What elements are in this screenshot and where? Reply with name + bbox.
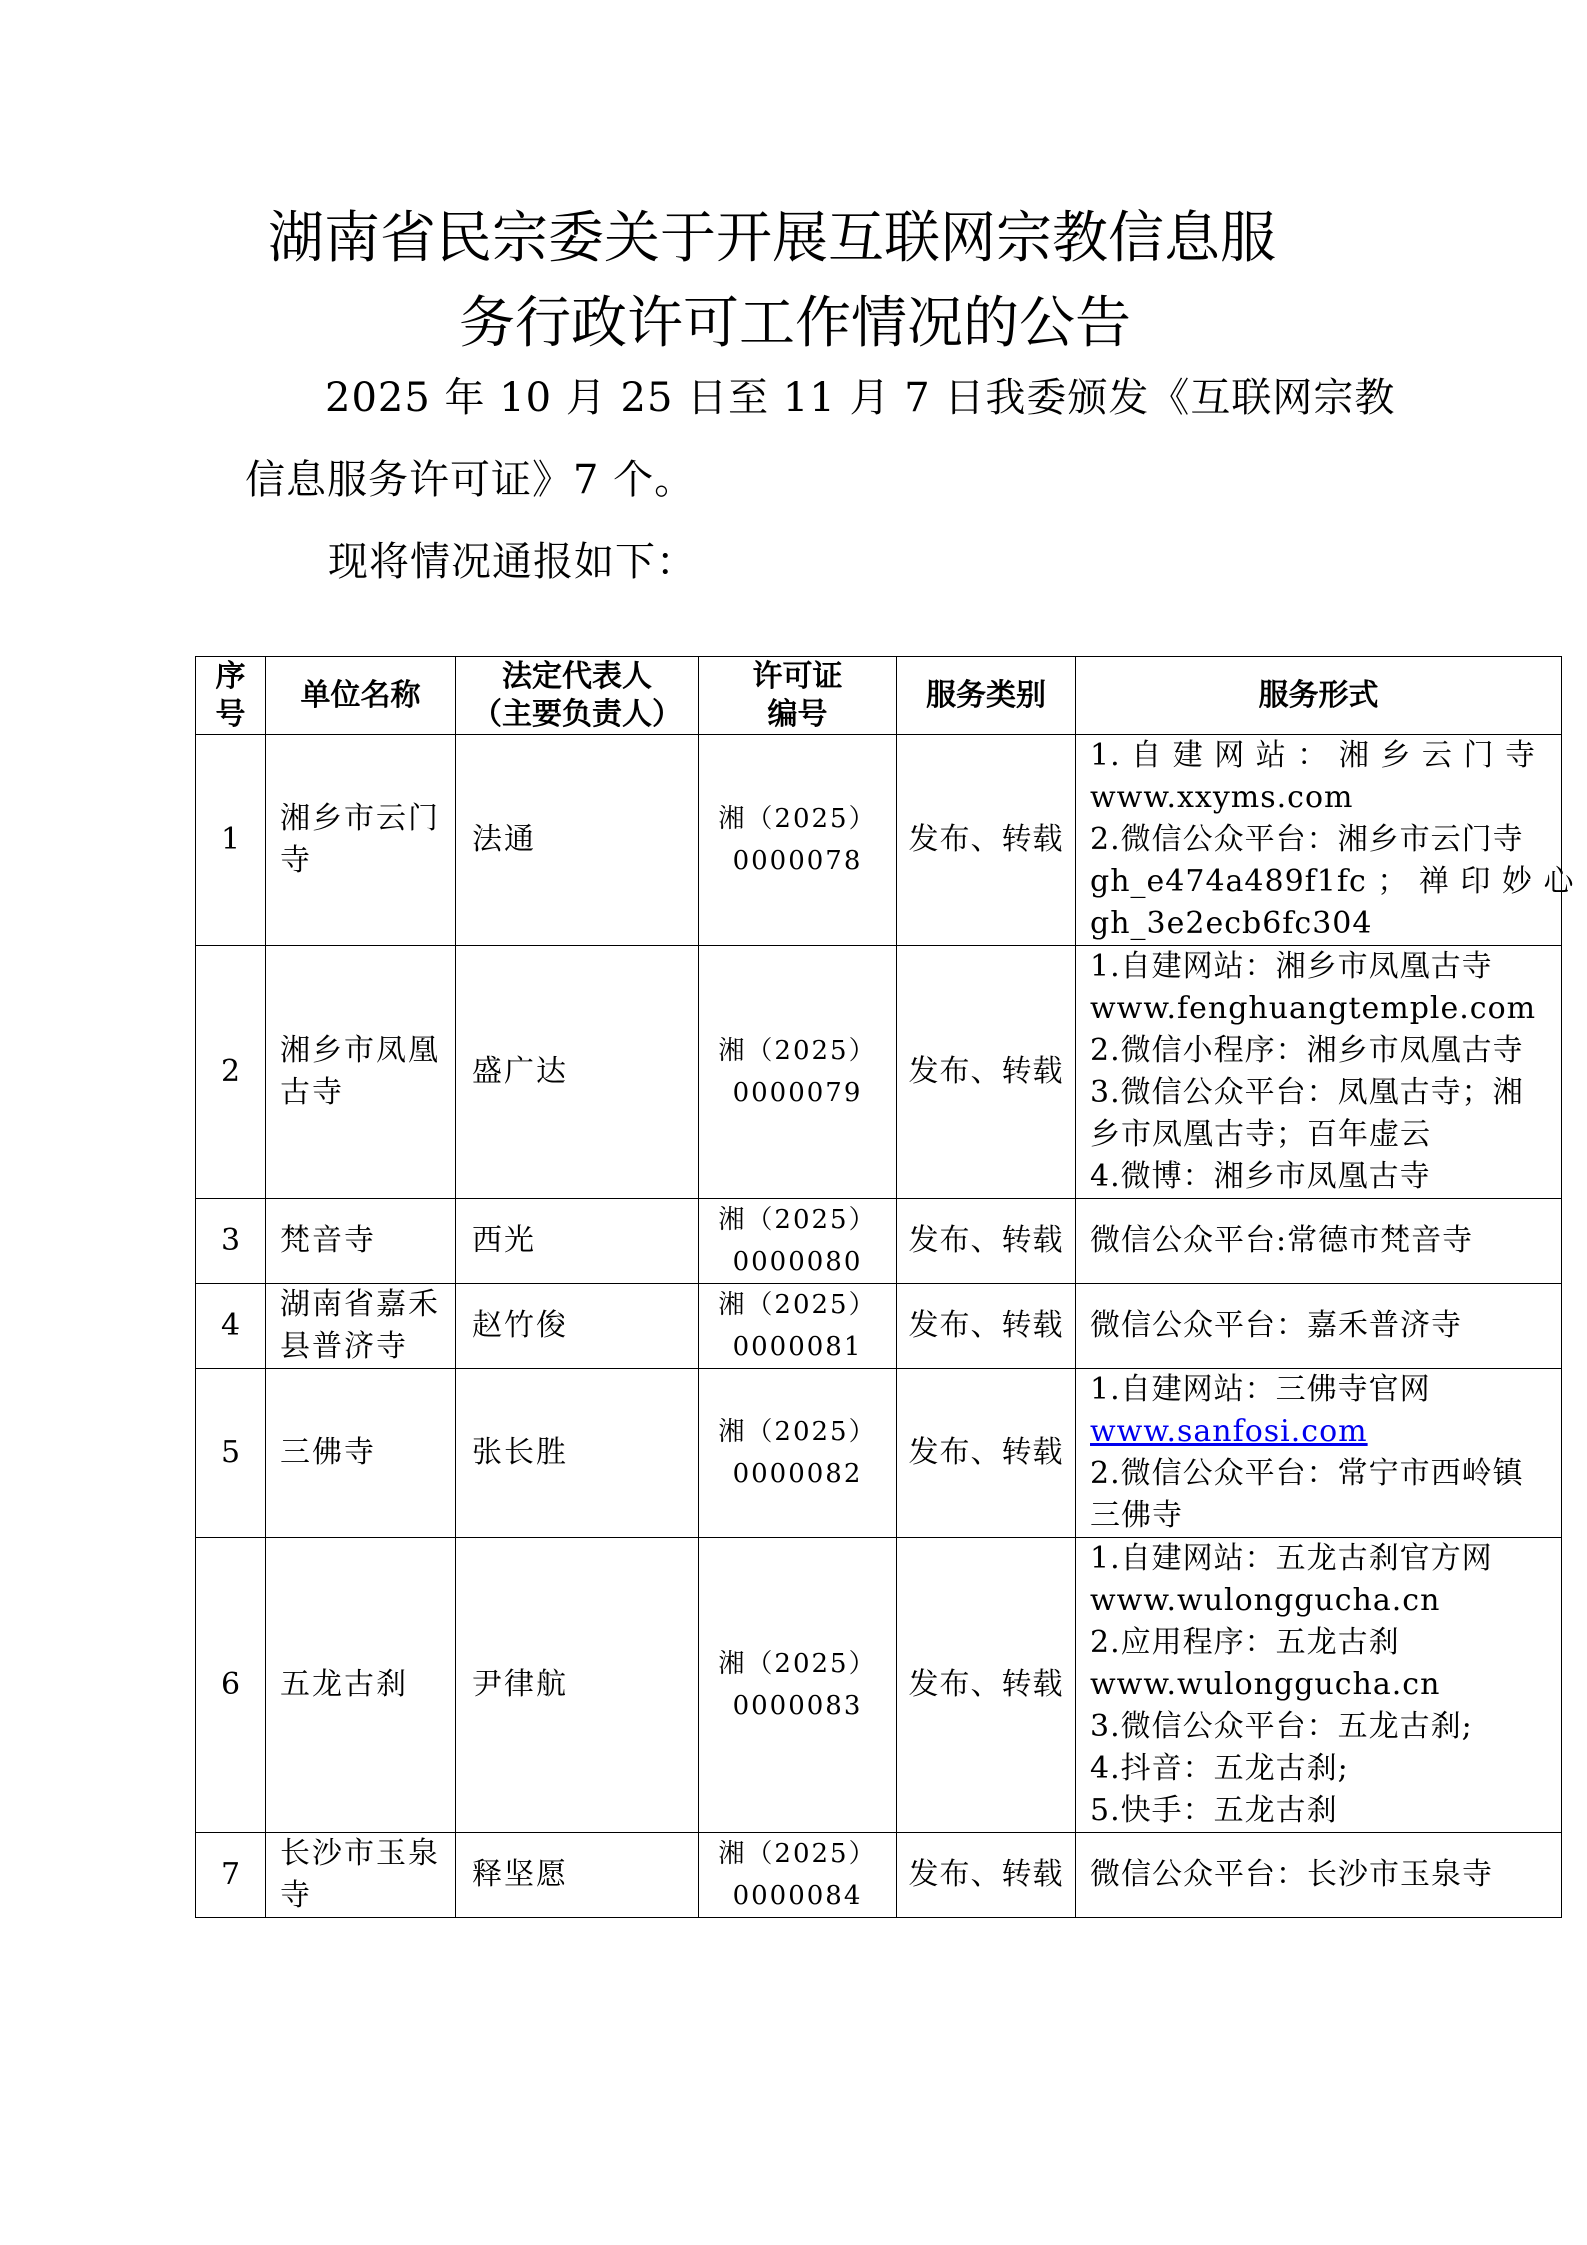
row-license-number-line2: 0000084 xyxy=(732,1881,863,1911)
row-license-number-line1: 湘（2025） xyxy=(718,1649,877,1679)
table-row xyxy=(196,1199,1562,1284)
row-unit-name xyxy=(266,1538,456,1833)
table-row xyxy=(196,946,1562,1199)
row-service-form xyxy=(1076,1833,1562,1918)
service-form-line: 2.微信公众平台：湘乡市云门寺 xyxy=(1090,822,1524,857)
row-unit-name-line1: 三佛寺 xyxy=(280,1435,376,1470)
row-legal-representative: 释坚愿 xyxy=(456,1833,699,1918)
row-unit-name-line1: 长沙市玉泉 xyxy=(280,1836,440,1871)
row-license-number-line2: 0000083 xyxy=(732,1691,863,1721)
row-service-type: 发布、转载 xyxy=(897,1538,1076,1833)
header-serial-number xyxy=(196,657,266,735)
website-link[interactable]: www.sanfosi.com xyxy=(1090,1414,1368,1449)
table-row xyxy=(196,1284,1562,1369)
service-form-line: 1.自建网站：三佛寺官网 xyxy=(1090,1372,1431,1407)
row-service-type: 发布、转载 xyxy=(897,1199,1076,1284)
row-service-type: 发布、转载 xyxy=(897,1284,1076,1369)
row-license-number-line1: 湘（2025） xyxy=(718,1036,877,1066)
row-unit-name xyxy=(266,1284,456,1369)
row-unit-name-line2: 寺 xyxy=(280,843,312,878)
row-legal-representative: 张长胜 xyxy=(456,1369,699,1538)
row-service-type: 发布、转载 xyxy=(897,1369,1076,1538)
service-form-line: 微信公众平台：长沙市玉泉寺 xyxy=(1090,1857,1493,1892)
service-form-line: 2.应用程序：五龙古刹 xyxy=(1090,1625,1400,1660)
service-form-line: 5.快手：五龙古刹 xyxy=(1090,1793,1338,1828)
row-license-number-line1: 湘（2025） xyxy=(718,1417,877,1447)
row-serial-number: 3 xyxy=(196,1199,266,1284)
header-legal-representative-line2: （主要负责人） xyxy=(472,696,682,732)
header-legal-representative xyxy=(456,657,699,735)
service-form-line: gh_e474a489f1fc ； 禅 印 妙 心 xyxy=(1090,864,1575,899)
row-license-number xyxy=(699,946,897,1199)
row-license-number-line1: 湘（2025） xyxy=(718,1290,877,1320)
table-row xyxy=(196,1833,1562,1918)
row-license-number-line1: 湘（2025） xyxy=(718,1205,877,1235)
row-license-number-line1: 湘（2025） xyxy=(718,1839,877,1869)
row-unit-name-line2: 县普济寺 xyxy=(280,1329,408,1364)
service-form-line: 2.微信公众平台：常宁市西岭镇 xyxy=(1090,1456,1524,1491)
intro-paragraph-line1: 2025 年 10 月 25 日至 11 月 7 日我委颁发《互联网宗教 xyxy=(325,375,1396,421)
row-legal-representative: 赵竹俊 xyxy=(456,1284,699,1369)
row-service-form xyxy=(1076,1284,1562,1369)
document-title-line1: 湖南省民宗委关于开展互联网宗教信息服 xyxy=(268,206,1276,271)
row-license-number xyxy=(699,1833,897,1918)
row-license-number-line2: 0000080 xyxy=(732,1247,863,1277)
service-form-line: 4.抖音：五龙古刹; xyxy=(1090,1751,1349,1786)
row-license-number-line1: 湘（2025） xyxy=(718,804,877,834)
row-service-type: 发布、转载 xyxy=(897,735,1076,946)
row-unit-name-line1: 湘乡市云门 xyxy=(280,801,440,836)
row-service-form xyxy=(1076,1199,1562,1284)
row-service-form xyxy=(1076,735,1575,946)
service-form-line: 3.微信公众平台：五龙古刹; xyxy=(1090,1709,1473,1744)
row-license-number xyxy=(699,735,897,946)
service-form-line: 微信公众平台：嘉禾普济寺 xyxy=(1090,1308,1462,1343)
row-unit-name xyxy=(266,1199,456,1284)
header-serial-number-line1: 序 xyxy=(215,658,246,694)
row-license-number-line2: 0000081 xyxy=(732,1332,863,1362)
row-license-number xyxy=(699,1369,897,1538)
row-serial-number: 7 xyxy=(196,1833,266,1918)
row-service-type: 发布、转载 xyxy=(897,946,1076,1199)
service-form-line: 2.微信小程序：湘乡市凤凰古寺 xyxy=(1090,1033,1524,1068)
row-license-number-line2: 0000079 xyxy=(732,1078,863,1108)
row-serial-number: 5 xyxy=(196,1369,266,1538)
header-service-form: 服务形式 xyxy=(1076,657,1562,735)
intro-paragraph-line3: 现将情况通报如下： xyxy=(328,539,697,585)
service-form-line: 3.微信公众平台：凤凰古寺；湘 xyxy=(1090,1075,1524,1110)
service-form-line: 4.微博：湘乡市凤凰古寺 xyxy=(1090,1159,1431,1194)
table-row xyxy=(196,735,1562,946)
row-legal-representative: 盛广达 xyxy=(456,946,699,1199)
row-serial-number: 6 xyxy=(196,1538,266,1833)
row-serial-number: 1 xyxy=(196,735,266,946)
row-unit-name xyxy=(266,1369,456,1538)
intro-paragraph-line2: 信息服务许可证》7 个。 xyxy=(245,457,696,503)
row-unit-name xyxy=(266,946,456,1199)
document-title-line2: 务行政许可工作情况的公告 xyxy=(459,291,1131,356)
row-license-number xyxy=(699,1538,897,1833)
row-serial-number: 2 xyxy=(196,946,266,1199)
service-form-line: 乡市凤凰古寺；百年虚云 xyxy=(1090,1117,1431,1152)
row-service-type: 发布、转载 xyxy=(897,1833,1076,1918)
header-license-number-line2: 编号 xyxy=(767,696,828,732)
header-license-number-line1: 许可证 xyxy=(752,658,843,694)
service-form-line: www.wulonggucha.cn xyxy=(1090,1583,1441,1618)
row-unit-name-line2: 古寺 xyxy=(280,1075,344,1110)
row-legal-representative: 尹律航 xyxy=(456,1538,699,1833)
row-license-number xyxy=(699,1284,897,1369)
row-serial-number: 4 xyxy=(196,1284,266,1369)
row-service-form xyxy=(1076,946,1562,1199)
row-unit-name xyxy=(266,1833,456,1918)
header-unit-name: 单位名称 xyxy=(266,657,456,735)
service-form-line: 1. 自 建 网 站 ： 湘 乡 云 门 寺 xyxy=(1090,738,1536,773)
service-form-line: gh_3e2ecb6fc304 xyxy=(1090,906,1373,941)
table-header-row xyxy=(196,657,1562,735)
service-form-line: www.wulonggucha.cn xyxy=(1090,1667,1441,1702)
row-legal-representative: 法通 xyxy=(456,735,699,946)
row-unit-name-line1: 五龙古刹 xyxy=(280,1667,408,1702)
row-license-number-line2: 0000078 xyxy=(732,846,863,876)
row-unit-name-line1: 湘乡市凤凰 xyxy=(280,1033,440,1068)
service-form-line: 微信公众平台:常德市梵音寺 xyxy=(1090,1223,1474,1258)
row-service-form xyxy=(1076,1369,1562,1538)
service-form-line: www.xxyms.com xyxy=(1090,780,1354,815)
row-unit-name-line1: 湖南省嘉禾 xyxy=(280,1287,440,1322)
table-row xyxy=(196,1369,1562,1538)
license-table xyxy=(195,656,1575,1918)
service-form-line: 1.自建网站：五龙古刹官方网 xyxy=(1090,1541,1493,1576)
service-form-line: 1.自建网站：湘乡市凤凰古寺 xyxy=(1090,949,1493,984)
row-unit-name-line2: 寺 xyxy=(280,1878,312,1913)
header-service-type: 服务类别 xyxy=(897,657,1076,735)
row-unit-name xyxy=(266,735,456,946)
row-legal-representative: 西光 xyxy=(456,1199,699,1284)
row-service-form xyxy=(1076,1538,1562,1833)
service-form-line: www.fenghuangtemple.com xyxy=(1090,991,1537,1026)
row-license-number xyxy=(699,1199,897,1284)
row-license-number-line2: 0000082 xyxy=(732,1459,863,1489)
service-form-line: 三佛寺 xyxy=(1090,1498,1183,1533)
row-unit-name-line1: 梵音寺 xyxy=(280,1223,376,1258)
table-row xyxy=(196,1538,1562,1833)
header-serial-number-line2: 号 xyxy=(215,696,246,732)
header-legal-representative-line1: 法定代表人 xyxy=(502,658,652,694)
header-license-number xyxy=(699,657,897,735)
